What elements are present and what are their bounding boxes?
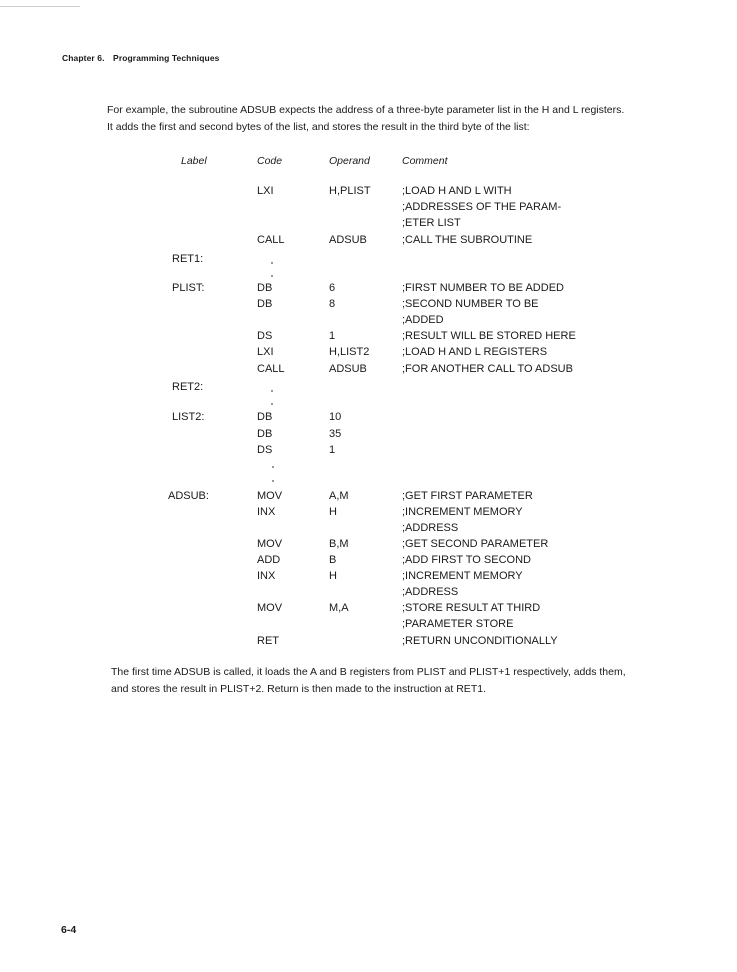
operand-cell: ADSUB bbox=[329, 234, 367, 246]
code-cell: DS bbox=[257, 444, 273, 456]
comment-cell: ;RETURN UNCONDITIONALLY bbox=[402, 635, 558, 647]
code-cell: MOV bbox=[257, 490, 283, 502]
ellipsis-dot bbox=[271, 390, 273, 392]
chapter-title: Programming Techniques bbox=[113, 53, 220, 63]
code-cell: INX bbox=[257, 570, 276, 582]
operand-cell: H,PLIST bbox=[329, 185, 371, 197]
comment-cell: ;ADDED bbox=[402, 314, 444, 326]
page-number: 6-4 bbox=[61, 924, 77, 936]
comment-cell: ;ADDRESS bbox=[402, 586, 459, 598]
operand-cell: 8 bbox=[329, 298, 336, 310]
comment-cell: ;CALL THE SUBROUTINE bbox=[402, 234, 533, 246]
operand-cell: 1 bbox=[329, 330, 336, 342]
operand-cell: H,LIST2 bbox=[329, 346, 370, 358]
comment-cell: ;GET SECOND PARAMETER bbox=[402, 538, 549, 550]
code-cell: CALL bbox=[257, 234, 285, 246]
code-cell: INX bbox=[257, 506, 276, 518]
code-cell: LXI bbox=[257, 346, 274, 358]
label-cell: RET1: bbox=[172, 253, 204, 265]
operand-cell: A,M bbox=[329, 490, 349, 502]
column-header-label: Label bbox=[181, 155, 207, 167]
label-cell: RET2: bbox=[172, 381, 204, 393]
ellipsis-dot bbox=[271, 275, 273, 277]
code-cell: LXI bbox=[257, 185, 274, 197]
column-header-comment: Comment bbox=[402, 155, 448, 167]
code-cell: DB bbox=[257, 282, 273, 294]
comment-cell: ;PARAMETER STORE bbox=[402, 618, 514, 630]
intro-line-2: It adds the first and second bytes of the list, and stores the result in the third byte of the list: bbox=[107, 121, 530, 133]
comment-cell: ;FIRST NUMBER TO BE ADDED bbox=[402, 282, 564, 294]
comment-cell: ;LOAD H AND L WITH bbox=[402, 185, 512, 197]
operand-cell: H bbox=[329, 570, 337, 582]
operand-cell: 6 bbox=[329, 282, 336, 294]
code-cell: MOV bbox=[257, 602, 283, 614]
comment-cell: ;LOAD H AND L REGISTERS bbox=[402, 346, 548, 358]
code-cell: RET bbox=[257, 635, 279, 647]
comment-cell: ;ADDRESS bbox=[402, 522, 459, 534]
ellipsis-dot bbox=[272, 480, 274, 482]
label-cell: ADSUB: bbox=[168, 490, 209, 502]
comment-cell: ;ADD FIRST TO SECOND bbox=[402, 554, 531, 566]
column-header-code: Code bbox=[257, 155, 283, 167]
chapter-number: Chapter 6. bbox=[62, 53, 105, 63]
column-header-operand: Operand bbox=[329, 155, 370, 167]
ellipsis-dot bbox=[271, 403, 273, 405]
operand-cell: H bbox=[329, 506, 337, 518]
operand-cell: M,A bbox=[329, 602, 349, 614]
comment-cell: ;INCREMENT MEMORY bbox=[402, 570, 523, 582]
operand-cell: 35 bbox=[329, 428, 342, 440]
code-cell: MOV bbox=[257, 538, 283, 550]
comment-cell: ;FOR ANOTHER CALL TO ADSUB bbox=[402, 363, 573, 375]
comment-cell: ;SECOND NUMBER TO BE bbox=[402, 298, 539, 310]
operand-cell: ADSUB bbox=[329, 363, 367, 375]
comment-cell: ;ADDRESSES OF THE PARAM- bbox=[402, 201, 562, 213]
comment-cell: ;ETER LIST bbox=[402, 217, 461, 229]
operand-cell: 10 bbox=[329, 411, 342, 423]
code-cell: ADD bbox=[257, 554, 281, 566]
operand-cell: B bbox=[329, 554, 337, 566]
ellipsis-dot bbox=[271, 262, 273, 264]
code-cell: DS bbox=[257, 330, 273, 342]
outro-line-2: and stores the result in PLIST+2. Return is then made to the instruction at RET1. bbox=[111, 683, 486, 695]
code-cell: DB bbox=[257, 428, 273, 440]
code-cell: DB bbox=[257, 298, 273, 310]
label-cell: PLIST: bbox=[172, 282, 205, 294]
operand-cell: 1 bbox=[329, 444, 336, 456]
comment-cell: ;GET FIRST PARAMETER bbox=[402, 490, 533, 502]
code-cell: DB bbox=[257, 411, 273, 423]
comment-cell: ;RESULT WILL BE STORED HERE bbox=[402, 330, 576, 342]
label-cell: LIST2: bbox=[172, 411, 205, 423]
comment-cell: ;STORE RESULT AT THIRD bbox=[402, 602, 541, 614]
intro-line-1: For example, the subroutine ADSUB expects the address of a three-byte parameter list in the H and L registers. bbox=[107, 104, 625, 116]
operand-cell: B,M bbox=[329, 538, 349, 550]
outro-line-1: The first time ADSUB is called, it loads the A and B registers from PLIST and PLIST+1 respectively, adds them, bbox=[111, 666, 626, 678]
code-cell: CALL bbox=[257, 363, 285, 375]
comment-cell: ;INCREMENT MEMORY bbox=[402, 506, 523, 518]
outro-paragraph bbox=[111, 664, 701, 698]
ellipsis-dot bbox=[272, 466, 274, 468]
